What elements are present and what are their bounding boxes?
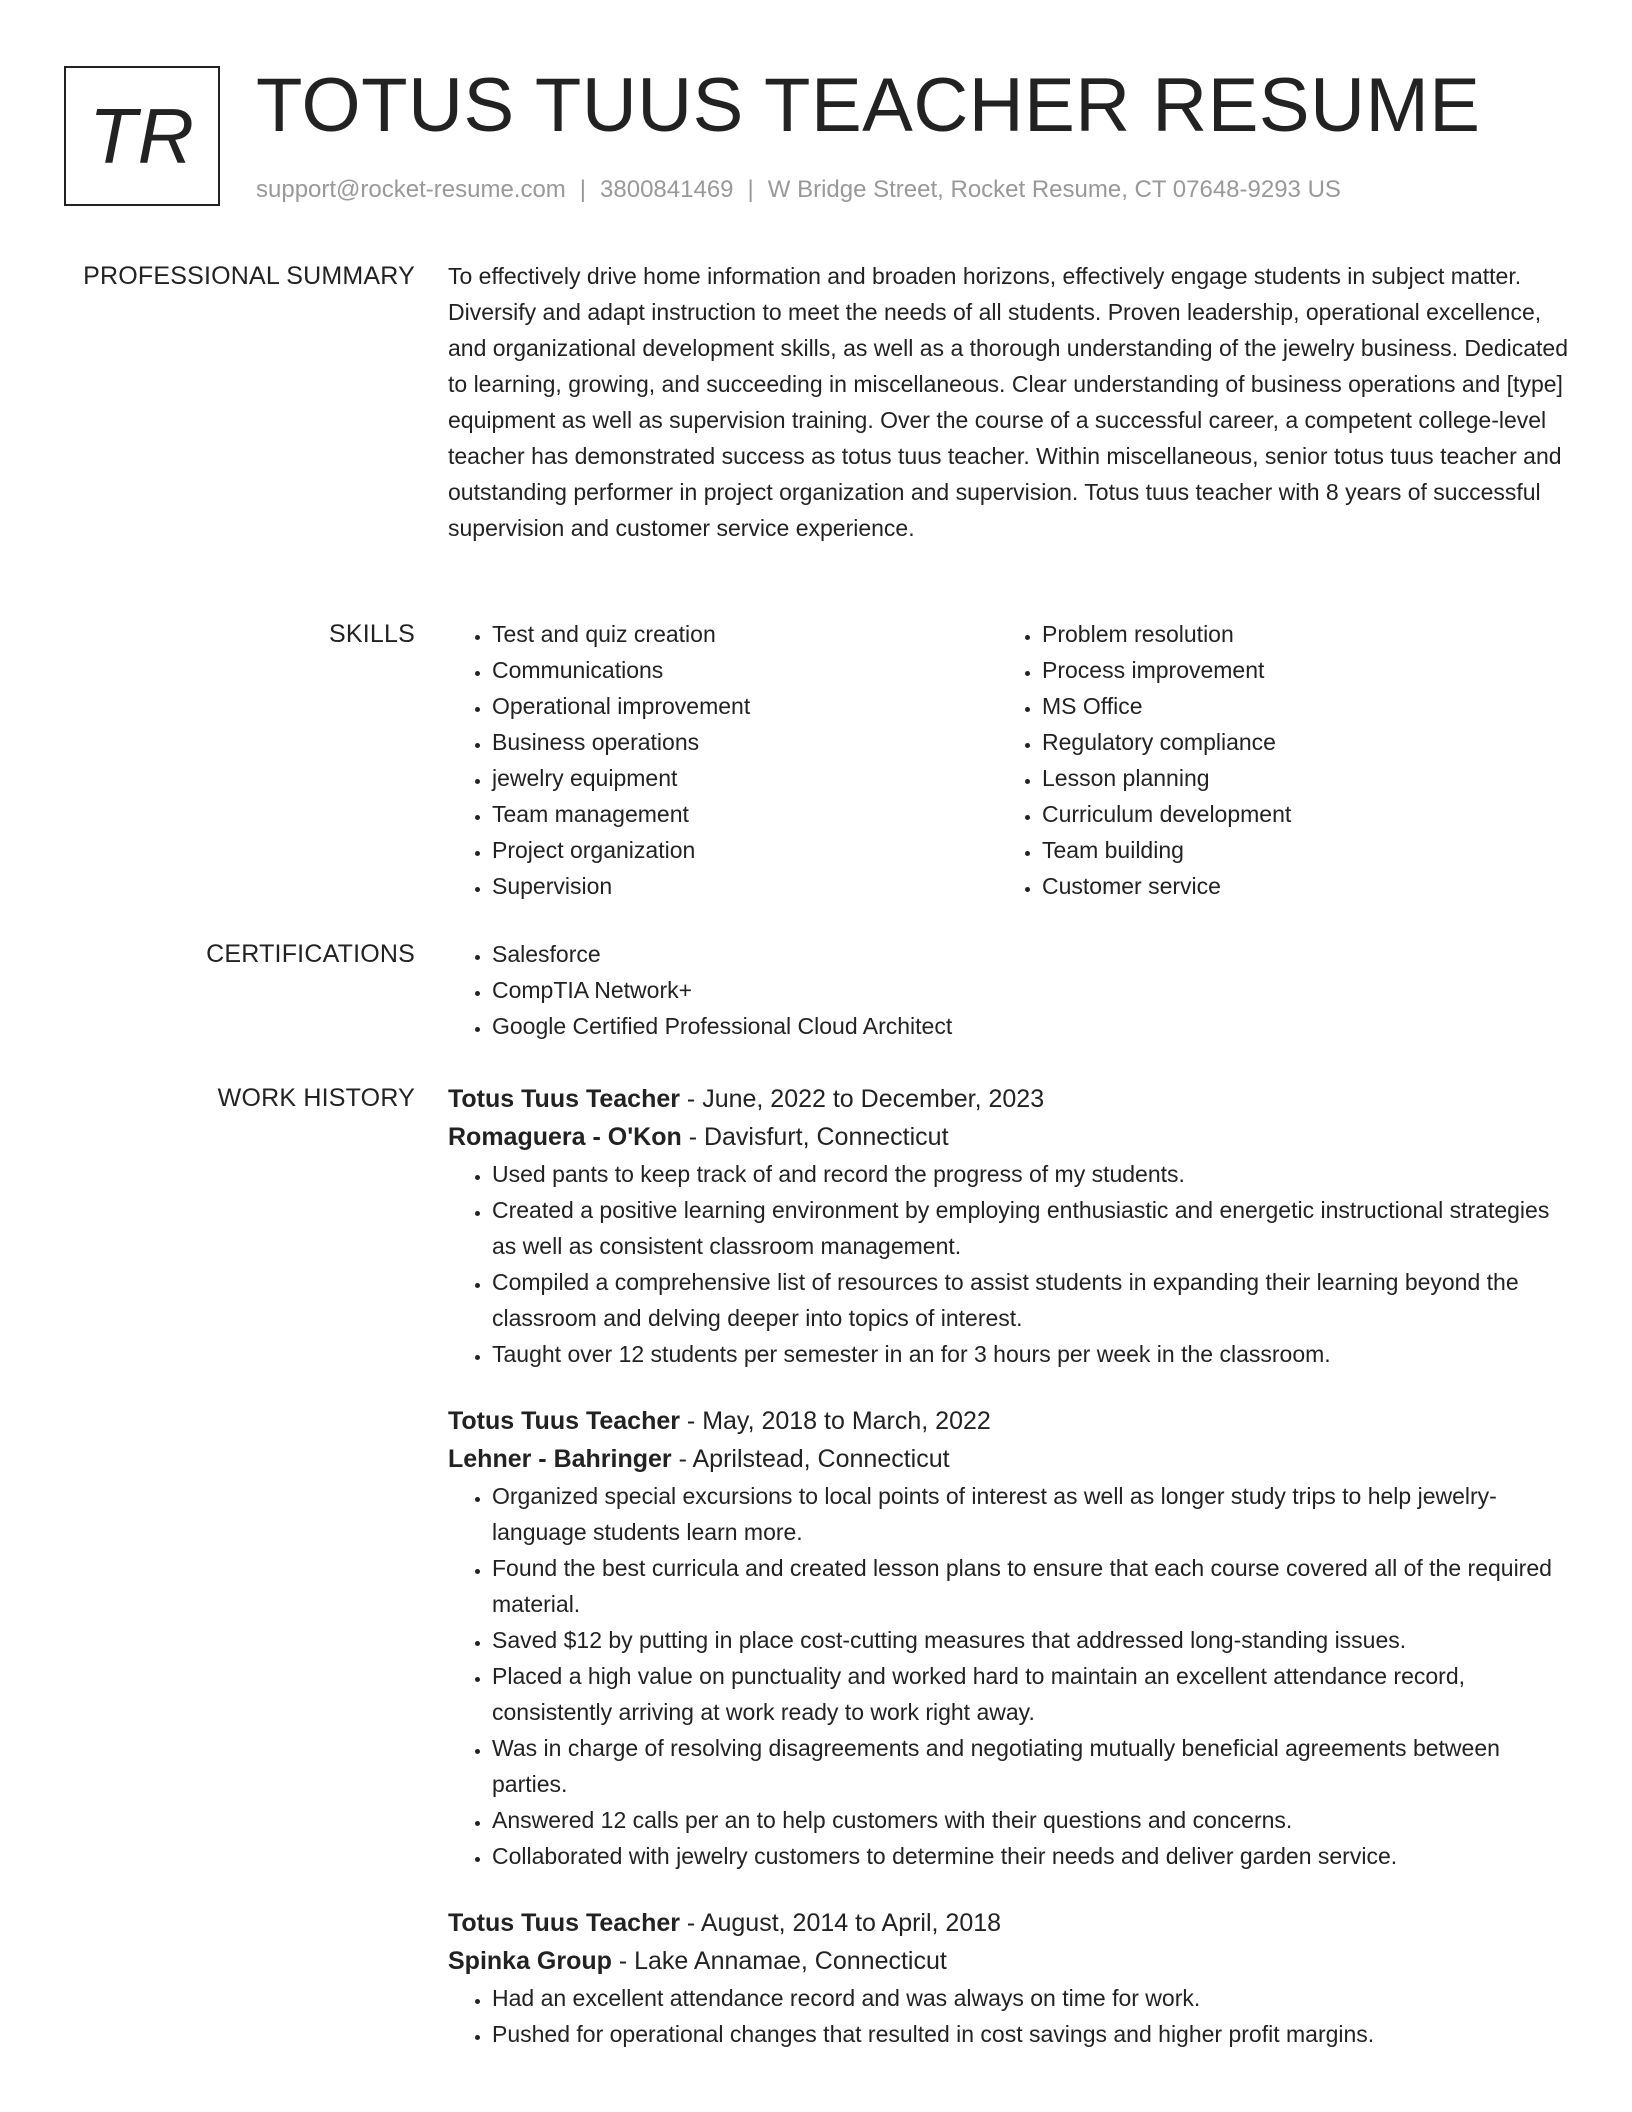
- job-location: - Davisfurt, Connecticut: [681, 1123, 949, 1151]
- job-location: - Lake Annamae, Connecticut: [611, 1947, 947, 1975]
- job-dates: - May, 2018 to March, 2022: [679, 1407, 991, 1435]
- skills-list-left: [448, 616, 998, 904]
- job-bullet: • Collaborated with jewelry customers to determine their needs and deliver garden service.: [492, 1838, 1570, 1874]
- skill-item: • Operational improvement: [492, 688, 998, 724]
- skills-list-right: [998, 616, 1548, 904]
- job-bullet: • Pushed for operational changes that resulted in cost savings and higher profit margins.: [492, 2016, 1570, 2052]
- job-bullet: • Placed a high value on punctuality and worked hard to maintain an excellent attendance record, consistently arriving at work ready to work right away.: [492, 1658, 1570, 1730]
- skill-item: • Supervision: [492, 868, 998, 904]
- certifications-list: [448, 936, 1570, 1044]
- skill-item: • Curriculum development: [1042, 796, 1548, 832]
- resume-header: [64, 63, 1584, 216]
- job-bullet: • Saved $12 by putting in place cost-cutting measures that addressed long-standing issues.: [492, 1622, 1570, 1658]
- skill-item: • jewelry equipment: [492, 760, 998, 796]
- contact-address: W Bridge Street, Rocket Resume, CT 07648-9293 US: [767, 176, 1341, 203]
- job-entry: [448, 1402, 1570, 1874]
- certification-item: • Google Certified Professional Cloud Architect: [492, 1008, 1570, 1044]
- job-bullets: [448, 1156, 1570, 1372]
- contact-email: support@rocket-resume.com: [256, 176, 566, 203]
- job-bullets: [448, 1980, 1570, 2052]
- skill-item: • Test and quiz creation: [492, 616, 998, 652]
- contact-separator: |: [747, 176, 754, 203]
- contact-line: [256, 174, 1341, 206]
- skill-item: • Lesson planning: [1042, 760, 1548, 796]
- skill-item: • Team management: [492, 796, 998, 832]
- job-bullet: • Organized special excursions to local points of interest as well as longer study trips to help jewelry-language students learn more.: [492, 1478, 1570, 1550]
- job-title-line: [448, 1904, 1570, 1942]
- job-title: Totus Tuus Teacher: [448, 1085, 680, 1113]
- skill-item: • Regulatory compliance: [1042, 724, 1548, 760]
- skill-item: • Business operations: [492, 724, 998, 760]
- job-entry: [448, 1080, 1570, 1372]
- skills-heading: SKILLS: [329, 620, 415, 648]
- job-title-line: [448, 1402, 1570, 1440]
- job-bullet: • Created a positive learning environment by employing enthusiastic and energetic instructional strategies as well as consistent classroom management.: [492, 1192, 1570, 1264]
- job-title-line: [448, 1080, 1570, 1118]
- job-bullet: • Had an excellent attendance record and was always on time for work.: [492, 1980, 1570, 2016]
- job-bullet: • Used pants to keep track of and record the progress of my students.: [492, 1156, 1570, 1192]
- job-location: - Aprilstead, Connecticut: [671, 1445, 950, 1473]
- skill-item: • Project organization: [492, 832, 998, 868]
- job-entry: [448, 1904, 1570, 2052]
- certification-item: • CompTIA Network+: [492, 972, 1570, 1008]
- certification-item: • Salesforce: [492, 936, 1570, 972]
- job-company-line: [448, 1440, 1570, 1478]
- job-bullet: • Found the best curricula and created lesson plans to ensure that each course covered all of the required material.: [492, 1550, 1570, 1622]
- job-bullets: [448, 1478, 1570, 1874]
- job-company-line: [448, 1942, 1570, 1980]
- job-company: Lehner - Bahringer: [448, 1445, 672, 1473]
- contact-phone: 3800841469: [600, 176, 734, 203]
- contact-separator: |: [579, 176, 587, 203]
- skill-item: • MS Office: [1042, 688, 1548, 724]
- job-company-line: [448, 1118, 1570, 1156]
- work-history-heading: WORK HISTORY: [217, 1084, 415, 1112]
- skill-item: • Problem resolution: [1042, 616, 1548, 652]
- summary-text: To effectively drive home information and broaden horizons, effectively engage students in subject matter. Diversify and adapt instruction to meet the needs of all students. Proven leadership, operational excellence, and organizational development skills, as well as a thorough understanding of the jewelry business. Dedicated to learning, growing, and succeeding in miscellaneous. Clear understanding of business operations and [type] equipment as well as supervision training. Over the course of a successful career, a competent college-level teacher has demonstrated success as totus tuus teacher. Within miscellaneous, senior totus tuus teacher and outstanding performer in project organization and supervision. Totus tuus teacher with 8 years of successful supervision and customer service experience.: [448, 263, 1569, 541]
- monogram-logo: TR: [64, 66, 220, 206]
- skill-item: • Process improvement: [1042, 652, 1548, 688]
- job-bullet: • Was in charge of resolving disagreements and negotiating mutually beneficial agreements between parties.: [492, 1730, 1570, 1802]
- job-dates: - June, 2022 to December, 2023: [679, 1085, 1045, 1113]
- skill-item: • Team building: [1042, 832, 1548, 868]
- skill-item: • Communications: [492, 652, 998, 688]
- job-company: Romaguera - O'Kon: [448, 1123, 682, 1151]
- job-company: Spinka Group: [448, 1947, 612, 1975]
- job-dates: - August, 2014 to April, 2018: [679, 1909, 1002, 1937]
- summary-heading: PROFESSIONAL SUMMARY: [83, 262, 415, 290]
- certifications-heading: CERTIFICATIONS: [206, 940, 415, 968]
- resume-title: TOTUS TUUS TEACHER RESUME: [256, 63, 1481, 148]
- skill-item: • Customer service: [1042, 868, 1548, 904]
- job-bullet: • Answered 12 calls per an to help customers with their questions and concerns.: [492, 1802, 1570, 1838]
- job-bullet: • Compiled a comprehensive list of resources to assist students in expanding their learning beyond the classroom and delving deeper into topics of interest.: [492, 1264, 1570, 1336]
- job-bullet: • Taught over 12 students per semester in an for 3 hours per week in the classroom.: [492, 1336, 1570, 1372]
- job-title: Totus Tuus Teacher: [448, 1407, 680, 1435]
- job-title: Totus Tuus Teacher: [448, 1909, 680, 1937]
